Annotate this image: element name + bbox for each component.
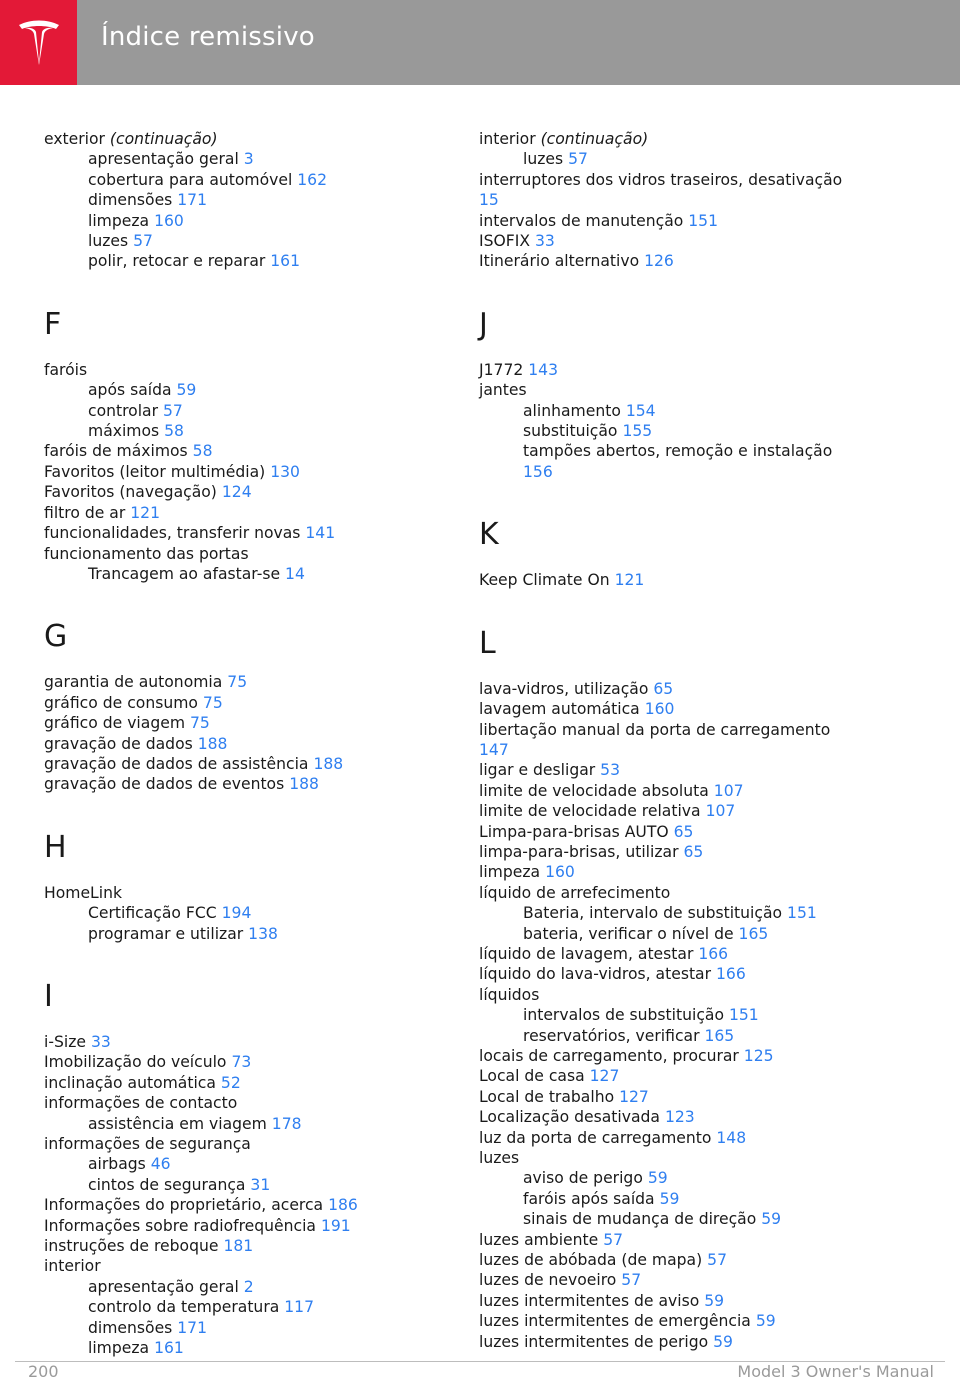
entry-term: gráfico de viagem xyxy=(44,714,186,733)
entry-term: bateria, verificar o nível de xyxy=(523,924,734,943)
entry-term: dimensões xyxy=(88,191,173,210)
index-entry xyxy=(44,774,484,794)
index-entry xyxy=(44,1134,484,1154)
index-entry xyxy=(479,1066,919,1086)
index-entry xyxy=(44,503,484,523)
page-link[interactable]: 59 xyxy=(755,1312,776,1331)
page-link[interactable]: 58 xyxy=(192,442,213,461)
brand-logo xyxy=(0,0,77,85)
index-subentry xyxy=(479,421,919,441)
entry-term: limite de velocidade absoluta xyxy=(479,781,709,800)
page-link[interactable]: 155 xyxy=(622,422,653,441)
index-entry xyxy=(479,781,919,801)
index-entry xyxy=(479,740,919,760)
entry-term: funcionamento das portas xyxy=(44,544,249,563)
index-entry xyxy=(479,170,919,190)
entry-term: líquidos xyxy=(479,985,540,1004)
index-entry xyxy=(44,129,484,149)
section-letter: F xyxy=(44,306,62,342)
index-entry xyxy=(44,1032,484,1052)
page-link[interactable]: 107 xyxy=(713,781,744,800)
page-link[interactable]: 154 xyxy=(625,401,656,420)
index-subentry xyxy=(479,462,919,482)
page-link[interactable]: 161 xyxy=(270,252,301,271)
index-subentry xyxy=(44,149,484,169)
index-entry xyxy=(44,482,484,502)
index-subentry xyxy=(479,924,919,944)
entry-term: Keep Climate On xyxy=(479,571,610,590)
index-subentry xyxy=(44,1175,484,1195)
index-subentry xyxy=(479,1026,919,1046)
entry-term: instruções de reboque xyxy=(44,1237,219,1256)
entry-term: faróis após saída xyxy=(523,1189,655,1208)
page-link[interactable]: 33 xyxy=(90,1032,111,1051)
entry-term: ISOFIX xyxy=(479,232,531,251)
entry-term: i-Size xyxy=(44,1032,86,1051)
index-entry xyxy=(479,944,919,964)
page-link[interactable]: 156 xyxy=(523,462,553,481)
entry-term: faróis xyxy=(44,360,88,379)
page-link[interactable]: 127 xyxy=(589,1067,620,1086)
section-letter: J xyxy=(479,306,488,342)
page-link[interactable]: 46 xyxy=(150,1155,171,1174)
entry-term: Local de trabalho xyxy=(479,1087,615,1106)
index-entry xyxy=(44,1236,484,1256)
index-entry xyxy=(44,754,484,774)
entry-term: reservatórios, verificar xyxy=(523,1026,700,1045)
entry-term: funcionalidades, transferir novas xyxy=(44,524,301,543)
entry-term: Limpa-para-brisas AUTO xyxy=(479,822,669,841)
page-link[interactable]: 2 xyxy=(243,1277,254,1296)
entry-term: intervalos de manutenção xyxy=(479,211,684,230)
index-subentry xyxy=(479,1189,919,1209)
entry-term: Informações sobre radiofrequência xyxy=(44,1216,316,1235)
index-entry xyxy=(479,129,919,149)
index-column-left xyxy=(44,129,484,1358)
index-entry xyxy=(479,1311,919,1331)
index-subentry xyxy=(44,903,484,923)
page-link[interactable]: 194 xyxy=(221,904,252,923)
entry-term: Localização desativada xyxy=(479,1108,660,1127)
section-letter: K xyxy=(479,517,499,553)
page-link[interactable]: 166 xyxy=(698,944,729,963)
index-entry xyxy=(44,672,484,692)
entry-term: limpa-para-brisas, utilizar xyxy=(479,842,679,861)
index-subentry xyxy=(44,380,484,400)
page-link[interactable]: 151 xyxy=(787,904,817,923)
page-link[interactable]: 65 xyxy=(673,822,694,841)
page-link[interactable]: 117 xyxy=(284,1298,315,1317)
entry-term: airbags xyxy=(88,1155,146,1174)
index-entry xyxy=(479,1250,919,1270)
page-link[interactable]: 188 xyxy=(197,734,228,753)
index-entry xyxy=(44,734,484,754)
entry-term: Favoritos (leitor multimédia) xyxy=(44,462,266,481)
index-subentry xyxy=(44,170,484,190)
entry-term: Trancagem ao afastar-se xyxy=(88,564,281,583)
page-link[interactable]: 127 xyxy=(619,1087,649,1106)
page-link[interactable]: 171 xyxy=(177,191,208,210)
index-subentry xyxy=(44,421,484,441)
page-link[interactable]: 166 xyxy=(716,965,746,984)
index-entry xyxy=(479,380,919,400)
index-entry xyxy=(479,985,919,1005)
index-entry xyxy=(479,251,919,271)
index-subentry xyxy=(479,441,919,461)
entry-term: apresentação geral xyxy=(88,150,239,169)
page-link[interactable]: 160 xyxy=(154,211,184,230)
page-link[interactable]: 52 xyxy=(220,1073,241,1092)
index-subentry xyxy=(44,190,484,210)
entry-term: HomeLink xyxy=(44,883,122,902)
page-link[interactable]: 126 xyxy=(644,252,674,271)
entry-term: luzes xyxy=(479,1149,520,1168)
index-subentry xyxy=(479,1209,919,1229)
page-link[interactable]: 160 xyxy=(545,863,575,882)
page-link[interactable]: 188 xyxy=(289,775,319,794)
entry-term: Certificação FCC xyxy=(88,904,217,923)
page-link[interactable]: 59 xyxy=(647,1169,668,1188)
index-subentry xyxy=(44,1318,484,1338)
index-entry xyxy=(479,964,919,984)
page-link[interactable]: 59 xyxy=(659,1189,680,1208)
index-entry xyxy=(479,1128,919,1148)
index-entry xyxy=(44,1052,484,1072)
index-subentry xyxy=(44,211,484,231)
entry-term: controlo da temperatura xyxy=(88,1298,280,1317)
entry-term: luz da porta de carregamento xyxy=(479,1128,712,1147)
index-subentry xyxy=(479,903,919,923)
page-link[interactable]: 165 xyxy=(738,924,769,943)
entry-term: faróis de máximos xyxy=(44,442,188,461)
page-link[interactable]: 73 xyxy=(231,1053,252,1072)
entry-term: limpeza xyxy=(88,211,150,230)
page-link[interactable]: 59 xyxy=(761,1210,782,1229)
index-entry xyxy=(44,1073,484,1093)
entry-term: assistência em viagem xyxy=(88,1114,267,1133)
page-link[interactable]: 59 xyxy=(713,1332,733,1351)
page-link[interactable]: 15 xyxy=(479,191,499,210)
index-column-right xyxy=(479,129,919,1352)
page-link[interactable]: 33 xyxy=(535,232,555,251)
index-entry xyxy=(479,360,919,380)
index-subentry xyxy=(44,1154,484,1174)
index-subentry xyxy=(44,1338,484,1358)
page-link[interactable]: 188 xyxy=(313,754,344,773)
index-entry xyxy=(44,883,484,903)
entry-term: Informações do proprietário, acerca xyxy=(44,1196,324,1215)
page-link[interactable]: 75 xyxy=(202,693,223,712)
index-entry xyxy=(479,190,919,210)
entry-term: informações de contacto xyxy=(44,1094,238,1113)
index-subentry xyxy=(479,401,919,421)
index-entry xyxy=(44,693,484,713)
entry-term: gravação de dados de assistência xyxy=(44,754,309,773)
page-header xyxy=(0,0,960,85)
entry-term: Itinerário alternativo xyxy=(479,252,640,271)
page-link[interactable]: 148 xyxy=(716,1128,747,1147)
index-entry xyxy=(479,570,919,590)
section-letter: L xyxy=(479,625,496,661)
entry-term: limite de velocidade relativa xyxy=(479,802,701,821)
page-link[interactable]: 123 xyxy=(664,1108,695,1127)
entry-term: inclinação automática xyxy=(44,1073,216,1092)
entry-term: libertação manual da porta de carregamento xyxy=(479,720,831,739)
entry-term: locais de carregamento, procurar xyxy=(479,1047,739,1065)
page-link[interactable]: 107 xyxy=(705,802,736,821)
page-link[interactable]: 165 xyxy=(704,1026,735,1045)
page-link[interactable]: 124 xyxy=(221,483,252,502)
entry-term: interior xyxy=(479,130,536,148)
index-subentry xyxy=(44,1114,484,1134)
entry-term: luzes xyxy=(88,232,129,251)
page-link[interactable]: 57 xyxy=(707,1251,728,1270)
page-link[interactable]: 125 xyxy=(743,1047,774,1065)
entry-term: lava-vidros, utilização xyxy=(479,679,649,698)
page-link[interactable]: 3 xyxy=(243,150,254,169)
entry-term: luzes de abóbada (de mapa) xyxy=(479,1251,703,1270)
section-letter: H xyxy=(44,829,67,865)
index-entry xyxy=(479,1148,919,1168)
entry-term: Imobilização do veículo xyxy=(44,1053,227,1072)
index-subentry xyxy=(479,1005,919,1025)
entry-term: programar e utilizar xyxy=(88,924,244,943)
index-entry xyxy=(44,1093,484,1113)
index-subentry xyxy=(44,1277,484,1297)
index-entry xyxy=(44,713,484,733)
entry-term: limpeza xyxy=(479,863,541,882)
index-entry xyxy=(479,1087,919,1107)
page-link[interactable]: 147 xyxy=(479,740,509,759)
index-entry xyxy=(479,883,919,903)
page-link[interactable]: 65 xyxy=(683,842,704,861)
index-entry xyxy=(479,1046,919,1066)
entry-term: controlar xyxy=(88,401,159,420)
index-entry xyxy=(479,231,919,251)
index-entry xyxy=(479,211,919,231)
page-link[interactable]: 143 xyxy=(528,360,559,379)
page-number: 200 xyxy=(28,1362,59,1381)
entry-term: filtro de ar xyxy=(44,503,126,522)
section-letter: G xyxy=(44,619,68,655)
entry-term: gravação de dados de eventos xyxy=(44,775,285,794)
index-entry xyxy=(44,544,484,564)
index-entry xyxy=(479,679,919,699)
page-link[interactable]: 58 xyxy=(164,422,184,441)
page-link[interactable]: 171 xyxy=(177,1318,208,1337)
index-entry xyxy=(479,1291,919,1311)
entry-term: interior xyxy=(44,1257,101,1276)
page-link[interactable]: 57 xyxy=(568,150,588,169)
index-entry xyxy=(479,720,919,740)
index-entry xyxy=(44,462,484,482)
entry-term: sinais de mudança de direção xyxy=(523,1210,757,1229)
index-entry xyxy=(479,760,919,780)
entry-term: líquido de lavagem, atestar xyxy=(479,944,694,963)
entry-term: luzes intermitentes de aviso xyxy=(479,1291,700,1310)
page-link[interactable]: 191 xyxy=(320,1216,351,1235)
page-link[interactable]: 178 xyxy=(271,1114,302,1133)
page-link[interactable]: 121 xyxy=(614,571,645,590)
page-link[interactable]: 75 xyxy=(189,714,210,733)
page-link[interactable]: 151 xyxy=(688,211,719,230)
entry-term: luzes ambiente xyxy=(479,1230,599,1249)
page-link[interactable]: 186 xyxy=(328,1196,358,1215)
index-subentry xyxy=(44,1297,484,1317)
entry-term: polir, retocar e reparar xyxy=(88,252,266,271)
entry-term: luzes xyxy=(523,150,564,169)
entry-term: Bateria, intervalo de substituição xyxy=(523,904,783,923)
index-subentry xyxy=(44,401,484,421)
entry-term: dimensões xyxy=(88,1318,173,1337)
index-subentry xyxy=(44,924,484,944)
entry-term: cintos de segurança xyxy=(88,1175,246,1194)
page-link[interactable]: 161 xyxy=(154,1339,184,1358)
index-entry xyxy=(44,1256,484,1276)
entry-term: garantia de autonomia xyxy=(44,673,223,692)
entry-term: cobertura para automóvel xyxy=(88,170,293,189)
page-link[interactable]: 130 xyxy=(270,462,300,481)
entry-term: intervalos de substituição xyxy=(523,1006,724,1025)
entry-term: apresentação geral xyxy=(88,1277,239,1296)
index-entry xyxy=(479,1332,919,1352)
index-entry xyxy=(44,523,484,543)
page-link[interactable]: 59 xyxy=(176,381,197,400)
entry-term: substituição xyxy=(523,422,618,441)
page-title: Índice remissivo xyxy=(101,22,315,52)
entry-term: interruptores dos vidros traseiros, desativação xyxy=(479,170,843,189)
index-entry xyxy=(44,441,484,461)
index-entry xyxy=(44,360,484,380)
page-link[interactable]: 57 xyxy=(163,401,183,420)
page-link[interactable]: 57 xyxy=(133,232,153,251)
page-link[interactable]: 53 xyxy=(600,761,620,780)
page-link[interactable]: 121 xyxy=(130,503,160,522)
continuation-note: (continuação) xyxy=(540,130,649,148)
index-subentry xyxy=(44,231,484,251)
tesla-logo-icon xyxy=(17,19,61,67)
page-link[interactable]: 181 xyxy=(223,1237,254,1256)
page-link[interactable]: 65 xyxy=(653,679,674,698)
entry-term: jantes xyxy=(479,381,527,400)
entry-term: luzes intermitentes de perigo xyxy=(479,1332,709,1351)
page-link[interactable]: 138 xyxy=(248,924,278,943)
continuation-note: (continuação) xyxy=(109,130,218,148)
page-link[interactable]: 162 xyxy=(297,170,328,189)
entry-term: após saída xyxy=(88,381,172,400)
entry-term: gráfico de consumo xyxy=(44,693,198,712)
index-entry xyxy=(479,1107,919,1127)
page-link[interactable]: 14 xyxy=(285,564,305,583)
entry-term: gravação de dados xyxy=(44,734,193,753)
index-entry xyxy=(479,842,919,862)
page-link[interactable]: 75 xyxy=(227,673,248,692)
page-link[interactable]: 59 xyxy=(704,1291,725,1310)
index-entry xyxy=(479,1230,919,1250)
entry-term: Local de casa xyxy=(479,1067,585,1086)
entry-term: luzes intermitentes de emergência xyxy=(479,1312,751,1331)
entry-term: ligar e desligar xyxy=(479,761,596,780)
index-subentry xyxy=(479,149,919,169)
entry-term: lavagem automática xyxy=(479,700,640,719)
entry-term: alinhamento xyxy=(523,401,621,420)
entry-term: luzes de nevoeiro xyxy=(479,1271,617,1290)
entry-term: limpeza xyxy=(88,1339,150,1358)
page-link[interactable]: 57 xyxy=(603,1230,624,1249)
index-entry xyxy=(479,801,919,821)
index-entry xyxy=(44,1216,484,1236)
index-entry xyxy=(479,822,919,842)
entry-term: máximos xyxy=(88,422,160,441)
entry-term: exterior xyxy=(44,130,105,148)
entry-term: J1772 xyxy=(479,360,524,379)
manual-title: Model 3 Owner's Manual xyxy=(737,1362,934,1381)
page-link[interactable]: 57 xyxy=(621,1271,642,1290)
index-subentry xyxy=(44,564,484,584)
section-letter: I xyxy=(44,978,53,1014)
page-link[interactable]: 151 xyxy=(728,1006,759,1025)
entry-term: Favoritos (navegação) xyxy=(44,483,217,502)
index-subentry xyxy=(479,1168,919,1188)
entry-term: líquido do lava-vidros, atestar xyxy=(479,965,712,984)
page-link[interactable]: 31 xyxy=(250,1175,271,1194)
index-entry xyxy=(479,1270,919,1290)
index-entry xyxy=(44,1195,484,1215)
page-link[interactable]: 141 xyxy=(305,524,336,543)
index-entry xyxy=(479,862,919,882)
entry-term: líquido de arrefecimento xyxy=(479,883,671,902)
entry-term: aviso de perigo xyxy=(523,1169,643,1188)
entry-term: tampões abertos, remoção e instalação xyxy=(523,442,833,461)
index-entry xyxy=(479,699,919,719)
entry-term: informações de segurança xyxy=(44,1135,251,1153)
page-link[interactable]: 160 xyxy=(644,700,675,719)
index-subentry xyxy=(44,251,484,271)
